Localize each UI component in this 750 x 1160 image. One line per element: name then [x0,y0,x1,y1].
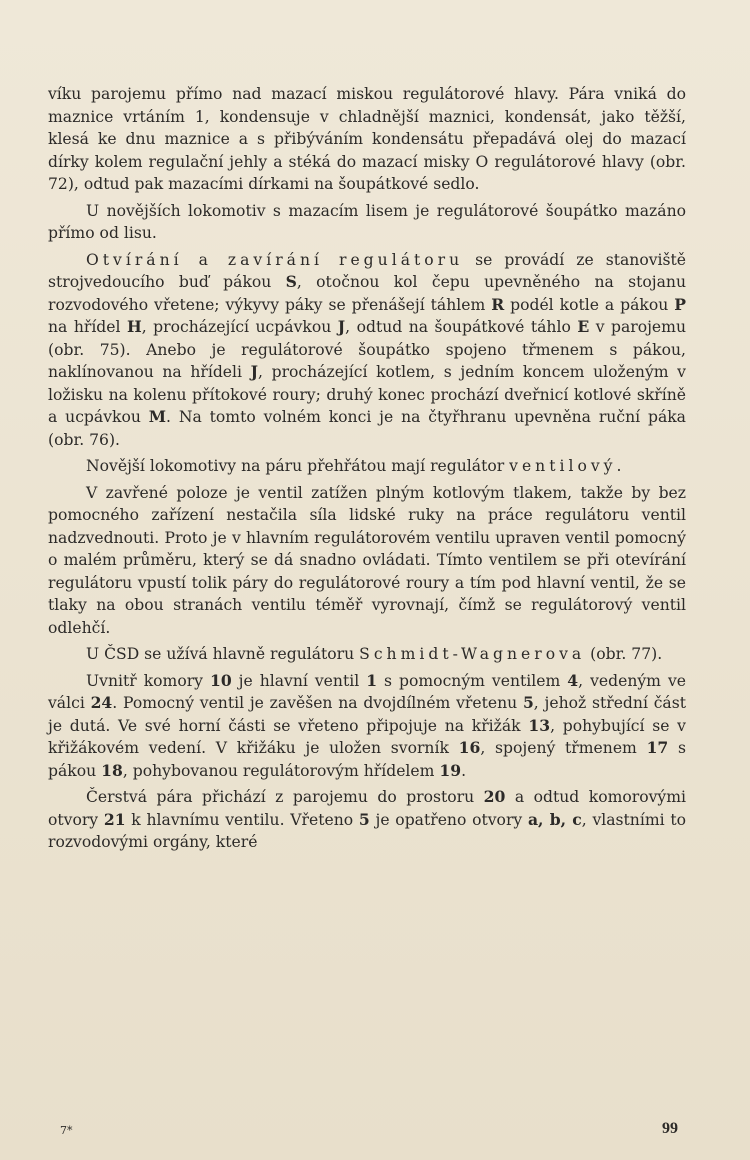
bold-label: J [337,317,346,336]
spaced-term: Otvírání a zavírání regulátoru [86,250,464,269]
text-run: (obr. 77). [585,645,663,663]
signature-mark: 7* [60,1124,73,1137]
bold-label: R [491,294,505,314]
text-run: . [461,761,467,780]
text-run: . [616,457,622,475]
text-run: , vlastními to rozvodovými orgány, které [48,810,687,851]
text-run: na hřídel [48,318,127,336]
text-run: , odtud na šoupátkové táhlo [345,318,578,336]
text-run: Čerstvá pára přichází z parojemu do prostoru [86,788,484,806]
spaced-term: Schmidt-Wagnerova [359,645,586,663]
text-run: . Na tomto volném konci je na čtyřhranu upevněna ruční páka (obr. 76). [48,408,686,449]
paragraph-7 [48,670,686,783]
paragraph-2 [48,200,686,245]
bold-label: 19 [439,760,462,780]
text-run: , vedeným ve válci [48,671,686,712]
text-run: a odtud komorovými otvory [48,788,687,829]
spaced-term: ventilový [509,457,617,475]
paragraph-8 [48,786,686,854]
page-number: 99 [662,1120,678,1137]
bold-label: P [674,294,686,314]
bold-label: 13 [528,715,551,735]
text-run: je hlavní ventil [231,671,367,690]
bold-label: E [577,317,590,336]
text-run: U ČSD se užívá hlavně regulátoru [86,645,360,663]
paragraph-1 [48,83,686,196]
bold-label: 4 [567,670,579,690]
text-run: je opatřeno otvory [369,810,528,829]
text-run: V zavřené poloze je ventil zatížen plným kotlovým tlakem, takže by bez pomocného zařízení nestačila síla lidské ruky na práce regulátoru ventil nadzvednouti. Proto je v hlavním regulátorovém ventilu upraven ventil pomocný o malém průměru, který se dá snadno ovládati. Tímto ventilem se při otevírání regulátoru vpustí tolik páry do regulátorové roury a tím pod hlavní ventil, že se tlaky na obou stranách ventilu téměř vyrovnají, čímž se regulátorový ventil odlehčí. [48,483,686,637]
text-run: k hlavnímu ventilu. Vřeteno [125,810,359,829]
bold-label: 17 [646,738,669,757]
paragraph-4 [48,455,686,478]
text-run: . Pomocný ventil je zavěšen na dvojdílném vřetenu [112,694,523,712]
page-body [48,83,686,858]
text-run: , jehož střední část je dutá. Ve své horní části se vřeteno připojuje na křižák [48,694,686,735]
text-run: , otočnou kol čepu upevněného na stojanu rozvodového vřetene; výkyvy páky se přenášejí táhlem [48,273,687,314]
text-run: v parojemu (obr. 75). Anebo je regulátorové šoupátko spojeno třmenem s pákou, naklínovanou na hřídeli [48,318,686,381]
bold-label: 1 [366,670,378,690]
text-run: , procházející ucpávkou [141,318,338,336]
text-run: s pomocným ventilem [377,671,568,690]
bold-label: H [126,317,142,336]
text-run: , spojený třmenem [480,739,647,757]
bold-label: J [250,362,259,381]
bold-label: 21 [103,809,126,829]
bold-label: 20 [483,787,506,806]
bold-label: 24 [90,693,113,712]
bold-label: M [148,407,167,426]
text-run: víku parojemu přímo nad mazací miskou regulátorové hlavy. Pára vniká do maznice vrtáním 1, kondensuje v chladnější maznici, kondensát, jako těžší, klesá ke dnu maznice a s přibýváním kondensátu přepadává olej do mazací dírky kolem regulační jehly a stéká do mazací misky O regulátorové hlavy (obr. 72), odtud pak mazacími dírkami na šoupátkové sedlo. [48,85,686,193]
text-run: Uvnitř komory [86,671,210,690]
bold-label: a, b, c [527,809,582,829]
bold-label: 5 [358,809,370,829]
text-run: s pákou [48,739,686,780]
text-run: U novějších lokomotiv s mazacím lisem je regulátorové šoupátko mazáno přímo od lisu. [48,201,686,242]
bold-label: 16 [458,738,481,757]
text-run: podél kotle a pákou [504,295,675,314]
bold-label: 5 [522,693,534,712]
paragraph-6 [48,643,686,666]
paragraph-3 [48,249,686,452]
bold-label: S [285,272,297,291]
bold-label: 18 [101,760,123,780]
text-run: , pohybující se v křižákovém vedení. V křižáku je uložen svorník [48,716,686,757]
text-run: Novější lokomotivy na páru přehřátou mají regulátor [86,457,510,475]
text-run: , pohybovanou regulátorovým hřídelem [122,761,440,780]
text-run: se provádí ze stanoviště strojvedoucího buď pákou [48,250,687,291]
paragraph-5 [48,482,686,640]
text-run: , procházející kotlem, s jedním koncem uloženým v ložisku na kolenu přítokové roury; druhý konec prochází dveřnicí kotlové skříně a ucpávkou [48,363,686,426]
bold-label: 10 [209,670,232,690]
